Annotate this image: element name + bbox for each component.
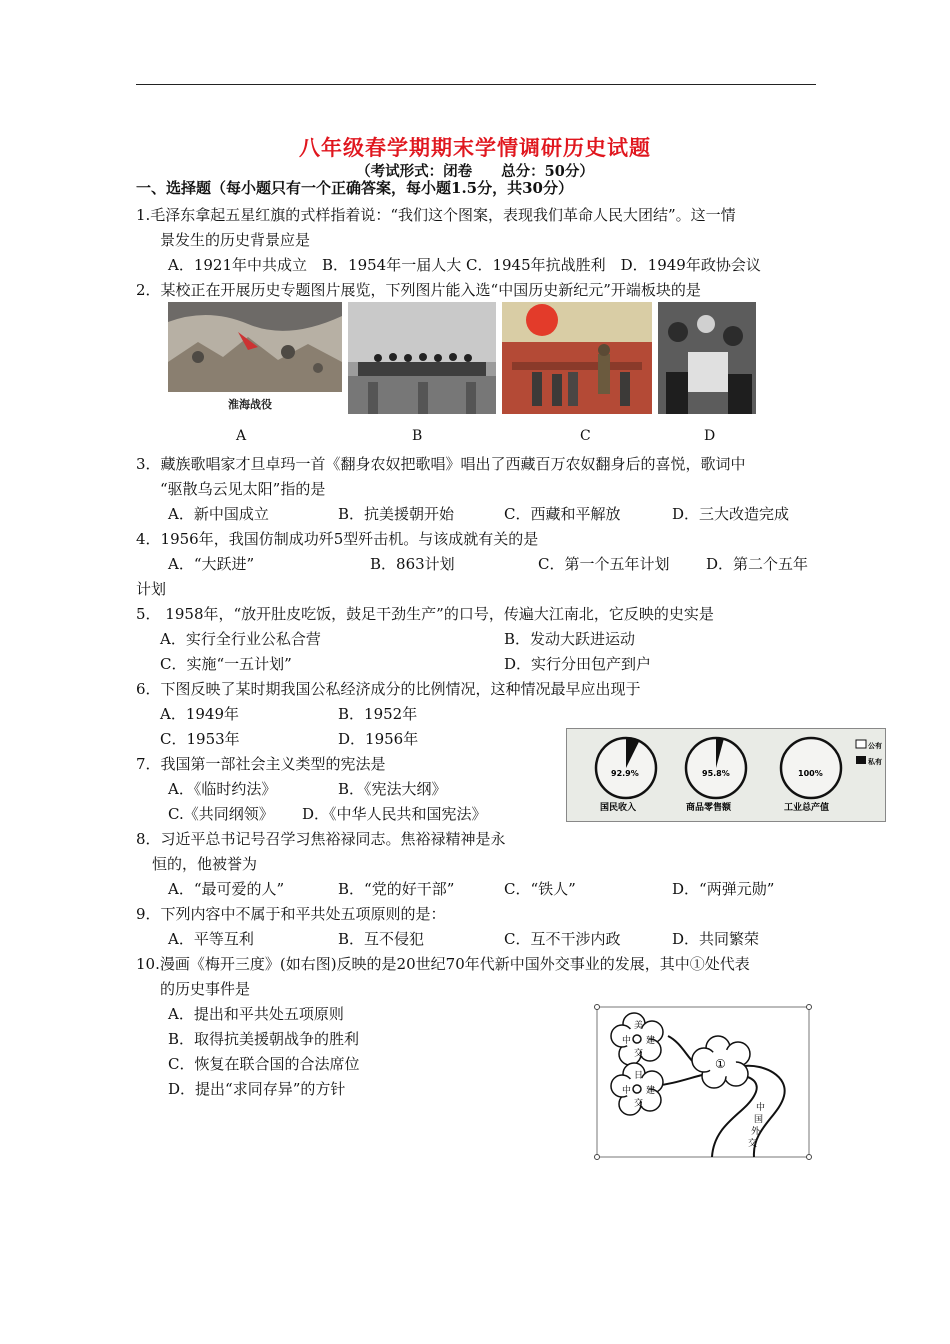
- q6-option-b: B．1952年: [338, 705, 418, 723]
- section-heading: 一、选择题（每小题只有一个正确答案，每小题1.5分，共30分）: [136, 179, 573, 197]
- picture-a-caption: 淮海战役: [228, 398, 272, 411]
- picture-label-d: D: [704, 428, 716, 444]
- q7-option-d: D．《中华人民共和国宪法》: [302, 805, 487, 823]
- q9-option-b: B．互不侵犯: [338, 930, 425, 948]
- q4-option-c: C．第一个五年计划: [538, 555, 670, 573]
- q4-stem: 4．1956年，我国仿制成功歼5型歼击机。与该成就有关的是: [136, 530, 539, 548]
- q9-option-c: C．互不干涉内政: [504, 930, 621, 948]
- q4-option-d-wrap: 计划: [136, 580, 167, 598]
- svg-text:中: 中: [622, 1036, 632, 1046]
- exam-info: （考试形式：闭卷 总分：50分）: [356, 163, 594, 180]
- svg-text:国: 国: [754, 1115, 764, 1125]
- q5-option-b: B．发动大跃进运动: [504, 630, 636, 648]
- q10-option-a: A．提出和平共处五项原则: [168, 1005, 344, 1023]
- q10-option-b: B．取得抗美援朝战争的胜利: [168, 1030, 360, 1048]
- q3-option-c: C．西藏和平解放: [504, 505, 621, 523]
- q6-option-d: D．1956年: [338, 730, 419, 748]
- svg-text:建: 建: [646, 1086, 656, 1096]
- q1-options: A．1921年中共成立 B．1954年一届人大 C．1945年抗战胜利 D．1949年政协会议: [168, 256, 761, 274]
- cartoon-marker: ①: [715, 1057, 726, 1071]
- q5-option-d: D．实行分田包产到户: [504, 655, 652, 673]
- picture-label-c: C: [580, 428, 591, 444]
- q8-stem: 8．习近平总书记号召学习焦裕禄同志。焦裕禄精神是永: [136, 830, 506, 848]
- q6-option-c: C．1953年: [160, 730, 240, 748]
- q7-option-b: B．《宪法大纲》: [338, 780, 447, 798]
- q10-option-d: D．提出“求同存异”的方针: [168, 1080, 346, 1098]
- picture-a-battle: [168, 302, 342, 414]
- ownership-pie-chart: [566, 728, 886, 822]
- legend-public: 公有: [868, 742, 882, 750]
- pie-value-3: 100%: [798, 769, 823, 778]
- svg-text:建: 建: [646, 1036, 656, 1046]
- q3-option-a: A．新中国成立: [168, 505, 269, 523]
- q8-option-a: A．“最可爱的人”: [168, 880, 285, 898]
- svg-text:美: 美: [634, 1021, 644, 1031]
- q2-stem: 2．某校正在开展历史专题图片展览，下列图片能入选“中国历史新纪元”开端板块的是: [136, 281, 701, 299]
- q4-option-d: D．第二个五年: [706, 555, 809, 573]
- q5-stem: 5． 1958年，“放开肚皮吃饭，鼓足干劲生产”的口号，传遍大江南北，它反映的史实是: [136, 605, 714, 623]
- picture-label-a: A: [236, 428, 247, 444]
- pie-label-3: 工业总产值: [784, 803, 830, 813]
- q3-option-b: B．抗美援朝开始: [338, 505, 455, 523]
- pie-value-1: 92.9%: [611, 769, 639, 778]
- q10-option-c: C．恢复在联合国的合法席位: [168, 1055, 360, 1073]
- q7-option-a: A．《临时约法》: [168, 780, 277, 798]
- q9-option-d: D．共同繁荣: [672, 930, 760, 948]
- svg-text:中: 中: [622, 1086, 632, 1096]
- svg-text:交: 交: [748, 1139, 758, 1149]
- q9-stem: 9．下列内容中不属于和平共处五项原则的是：: [136, 905, 446, 923]
- svg-text:日: 日: [634, 1071, 644, 1081]
- q3-stem: 3．藏族歌唱家才旦卓玛一首《翻身农奴把歌唱》唱出了西藏百万农奴翻身后的喜悦，歌词中: [136, 455, 746, 473]
- q8-option-c: C．“铁人”: [504, 880, 576, 898]
- picture-d-crowd: [658, 302, 756, 414]
- pie-value-2: 95.8%: [702, 769, 730, 778]
- pie-label-1: 国民收入: [600, 803, 637, 813]
- q1-stem-cont: 景发生的历史背景应是: [160, 231, 311, 249]
- picture-label-b: B: [412, 428, 423, 444]
- q5-option-a: A．实行全行业公私合营: [160, 630, 321, 648]
- q9-option-a: A．平等互利: [168, 930, 254, 948]
- svg-text:外: 外: [751, 1127, 761, 1137]
- q8-option-d: D．“两弹元勋”: [672, 880, 775, 898]
- q10-stem-cont: 的历史事件是: [160, 980, 251, 998]
- legend-private: 私有: [868, 758, 882, 766]
- q3-stem-cont: “驱散乌云见太阳”指的是: [160, 480, 326, 498]
- diplomacy-cartoon: [594, 1004, 814, 1160]
- q10-stem: 10.漫画《梅开三度》(如右图)反映的是20世纪70年代新中国外交事业的发展，其中①处代表: [136, 955, 750, 973]
- q7-option-c: C.《共同纲领》: [168, 805, 274, 823]
- q6-option-a: A．1949年: [160, 705, 240, 723]
- picture-c-founding: [502, 302, 652, 414]
- svg-text:中: 中: [756, 1103, 766, 1113]
- q8-stem-cont: 恒的，他被誉为: [152, 855, 258, 873]
- svg-text:交: 交: [634, 1049, 644, 1059]
- q5-option-c: C．实施“一五计划”: [160, 655, 292, 673]
- q6-stem: 6．下图反映了某时期我国公私经济成分的比例情况，这种情况最早应出现于: [136, 680, 641, 698]
- q8-option-b: B．“党的好干部”: [338, 880, 455, 898]
- q4-option-b: B．863计划: [370, 555, 455, 573]
- q1-stem: 1.毛泽东拿起五星红旗的式样指着说：“我们这个图案，表现我们革命人民大团结”。这一情: [136, 206, 736, 224]
- pie-label-2: 商品零售额: [686, 803, 732, 813]
- svg-text:交: 交: [634, 1099, 644, 1109]
- picture-b-ceremony: [348, 302, 496, 414]
- q7-stem: 7．我国第一部社会主义类型的宪法是: [136, 755, 386, 773]
- page-title: 八年级春学期期末学情调研历史试题: [299, 135, 651, 160]
- top-rule: [136, 84, 816, 85]
- q4-option-a: A．“大跃进”: [168, 555, 255, 573]
- q3-option-d: D．三大改造完成: [672, 505, 790, 523]
